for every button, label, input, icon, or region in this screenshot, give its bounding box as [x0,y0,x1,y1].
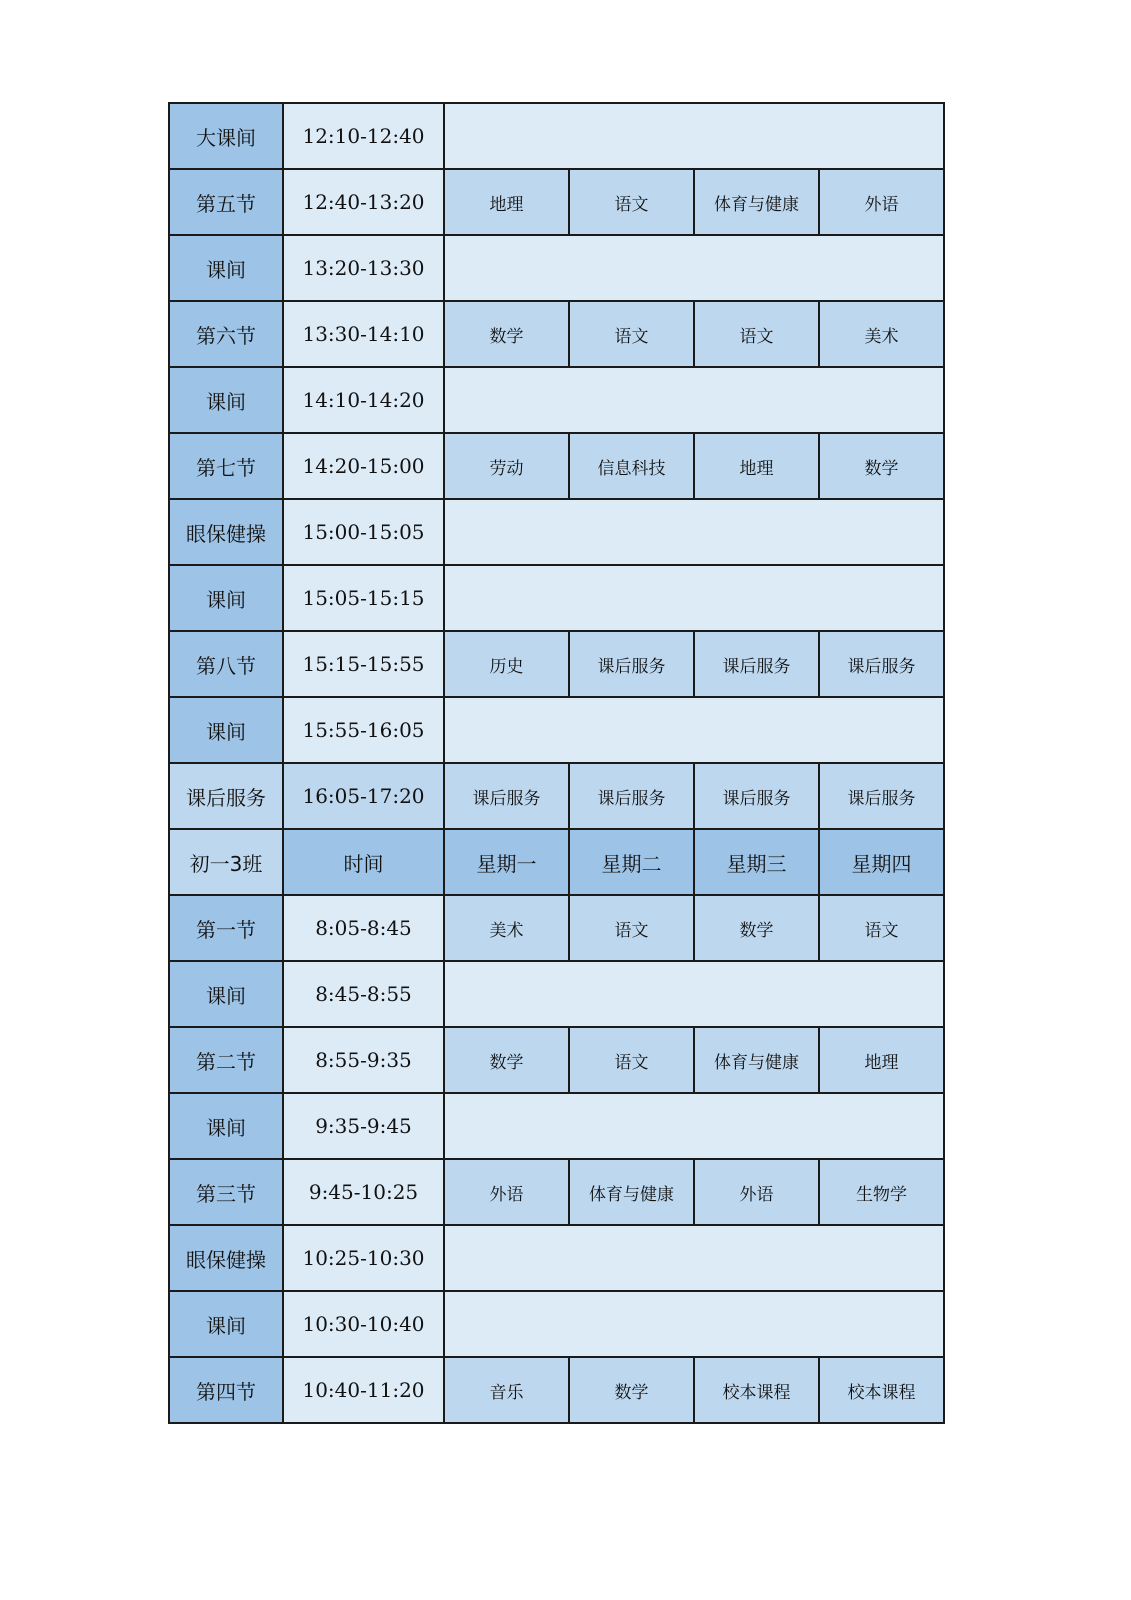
break-row [169,103,944,169]
subject-cell: 体育与健康 [569,1159,694,1225]
period-label-cell: 第三节 [169,1159,283,1225]
break-row [169,1093,944,1159]
break-time-cell: 14:10-14:20 [283,367,444,433]
time-header-cell: 时间 [283,829,444,895]
subject-cell: 数学 [444,1027,569,1093]
subject-cell: 地理 [444,169,569,235]
subject-cell: 外语 [694,1159,819,1225]
break-label-cell: 大课间 [169,103,283,169]
period-time-cell: 14:20-15:00 [283,433,444,499]
subject-cell: 数学 [694,895,819,961]
break-blank-cell [444,697,944,763]
subject-cell: 语文 [819,895,944,961]
subject-cell: 外语 [819,169,944,235]
break-blank-cell [444,103,944,169]
class-schedule-table [168,102,945,1424]
period-time-cell: 8:05-8:45 [283,895,444,961]
break-label-cell: 课间 [169,1291,283,1357]
period-row [169,895,944,961]
break-time-cell: 15:55-16:05 [283,697,444,763]
schedule-body [169,103,944,1423]
subject-cell: 语文 [569,895,694,961]
subject-cell: 课后服务 [569,763,694,829]
period-label-cell: 第一节 [169,895,283,961]
period-label-cell: 课后服务 [169,763,283,829]
subject-cell: 语文 [569,169,694,235]
subject-cell: 课后服务 [569,631,694,697]
break-row [169,235,944,301]
period-label-cell: 第七节 [169,433,283,499]
period-row [169,1357,944,1423]
subject-cell: 数学 [444,301,569,367]
subject-cell: 信息科技 [569,433,694,499]
subject-cell: 历史 [444,631,569,697]
break-blank-cell [444,367,944,433]
day-header-cell: 星期一 [444,829,569,895]
subject-cell: 语文 [569,301,694,367]
break-label-cell: 课间 [169,1093,283,1159]
subject-cell: 音乐 [444,1357,569,1423]
subject-cell: 体育与健康 [694,169,819,235]
period-time-cell: 13:30-14:10 [283,301,444,367]
break-row [169,499,944,565]
subject-cell: 体育与健康 [694,1027,819,1093]
subject-cell: 语文 [694,301,819,367]
break-blank-cell [444,961,944,1027]
subject-cell: 地理 [694,433,819,499]
break-time-cell: 15:00-15:05 [283,499,444,565]
period-label-cell: 第五节 [169,169,283,235]
day-header-cell: 星期二 [569,829,694,895]
period-row [169,763,944,829]
subject-cell: 语文 [569,1027,694,1093]
break-blank-cell [444,565,944,631]
period-label-cell: 第四节 [169,1357,283,1423]
day-header-cell: 星期三 [694,829,819,895]
break-row [169,367,944,433]
period-time-cell: 15:15-15:55 [283,631,444,697]
subject-cell: 数学 [569,1357,694,1423]
break-label-cell: 课间 [169,697,283,763]
subject-cell: 外语 [444,1159,569,1225]
subject-cell: 校本课程 [694,1357,819,1423]
period-label-cell: 第二节 [169,1027,283,1093]
period-label-cell: 第八节 [169,631,283,697]
break-row [169,1291,944,1357]
period-label-cell: 第六节 [169,301,283,367]
period-row [169,169,944,235]
subject-cell: 校本课程 [819,1357,944,1423]
break-label-cell: 眼保健操 [169,499,283,565]
period-time-cell: 10:40-11:20 [283,1357,444,1423]
break-label-cell: 眼保健操 [169,1225,283,1291]
break-blank-cell [444,1225,944,1291]
break-row [169,1225,944,1291]
period-row [169,433,944,499]
break-time-cell: 10:30-10:40 [283,1291,444,1357]
subject-cell: 课后服务 [819,631,944,697]
subject-cell: 地理 [819,1027,944,1093]
break-time-cell: 12:10-12:40 [283,103,444,169]
class-name-cell: 初一3班 [169,829,283,895]
schedule-header-row [169,829,944,895]
break-blank-cell [444,1291,944,1357]
break-blank-cell [444,1093,944,1159]
period-time-cell: 9:45-10:25 [283,1159,444,1225]
period-time-cell: 8:55-9:35 [283,1027,444,1093]
break-time-cell: 9:35-9:45 [283,1093,444,1159]
period-time-cell: 16:05-17:20 [283,763,444,829]
break-blank-cell [444,235,944,301]
period-row [169,301,944,367]
subject-cell: 劳动 [444,433,569,499]
subject-cell: 美术 [444,895,569,961]
break-label-cell: 课间 [169,565,283,631]
period-time-cell: 12:40-13:20 [283,169,444,235]
break-time-cell: 8:45-8:55 [283,961,444,1027]
subject-cell: 课后服务 [444,763,569,829]
break-blank-cell [444,499,944,565]
break-time-cell: 15:05-15:15 [283,565,444,631]
break-time-cell: 10:25-10:30 [283,1225,444,1291]
break-label-cell: 课间 [169,367,283,433]
subject-cell: 生物学 [819,1159,944,1225]
break-row [169,961,944,1027]
period-row [169,1159,944,1225]
period-row [169,631,944,697]
day-header-cell: 星期四 [819,829,944,895]
subject-cell: 课后服务 [694,631,819,697]
subject-cell: 课后服务 [694,763,819,829]
break-label-cell: 课间 [169,235,283,301]
subject-cell: 课后服务 [819,763,944,829]
break-row [169,565,944,631]
break-row [169,697,944,763]
break-time-cell: 13:20-13:30 [283,235,444,301]
subject-cell: 美术 [819,301,944,367]
subject-cell: 数学 [819,433,944,499]
period-row [169,1027,944,1093]
break-label-cell: 课间 [169,961,283,1027]
